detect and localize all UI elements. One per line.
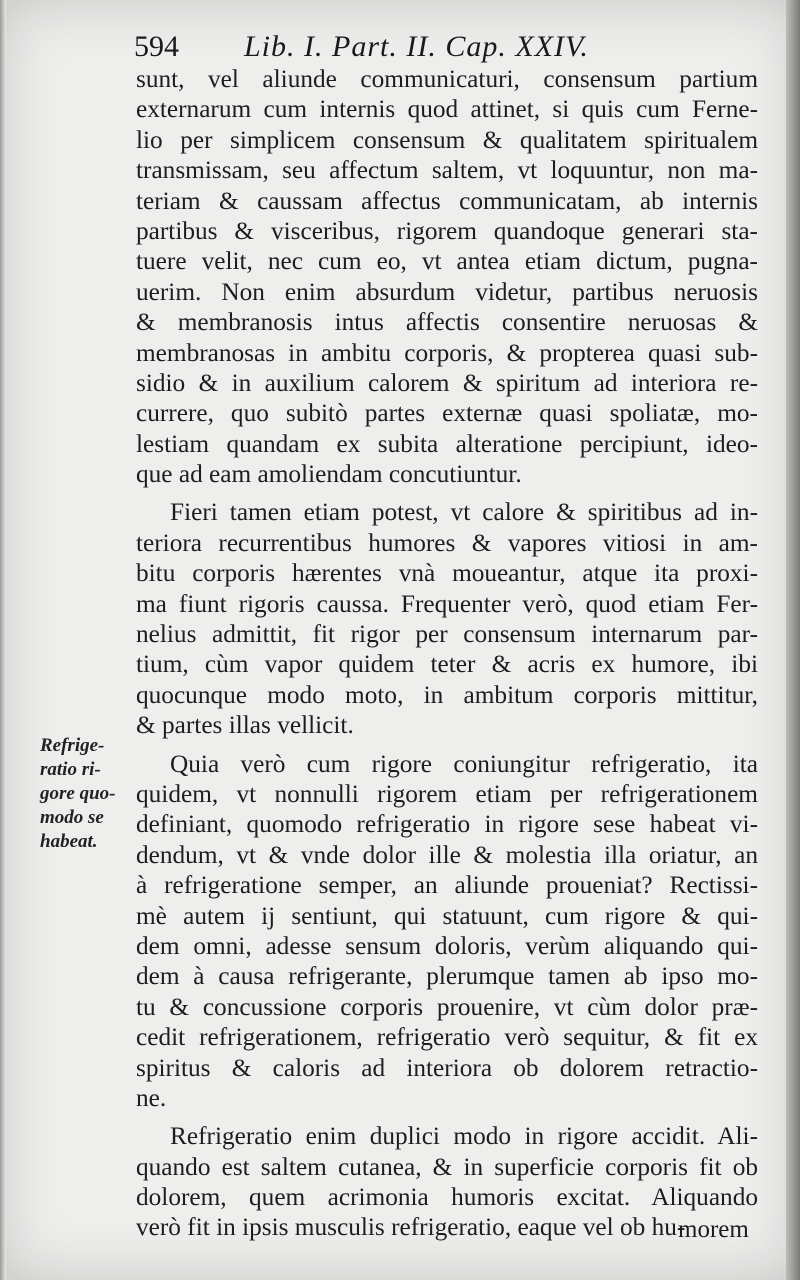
page-gutter-shadow xyxy=(0,0,6,1280)
text-line: ne. xyxy=(136,1083,167,1112)
paragraph xyxy=(136,1121,758,1243)
text-line: & partes illas vellicit. xyxy=(136,711,354,740)
text-line: definiant, quomodo refrigeratio in rigore sese habeat vi- xyxy=(136,810,758,839)
text-line: partibus & visceribus, rigorem quandoque generari sta- xyxy=(136,216,758,245)
marginal-note-line: modo se xyxy=(40,807,104,828)
text-line: teriora recurrentibus humores & vapores vitiosi in am- xyxy=(136,528,758,557)
running-title: Lib. I. Part. II. Cap. XXIV. xyxy=(244,30,589,63)
text-line: spiritus & caloris ad interiora ob dolorem retractio- xyxy=(136,1053,758,1082)
marginal-note-line: Refrige- xyxy=(40,735,105,756)
page-edge-shadow xyxy=(786,0,800,1280)
text-line: tium, cùm vapor quidem teter & acris ex humore, ibi xyxy=(136,650,758,679)
text-line: sidio & in auxilium calorem & spiritum ad interiora re- xyxy=(136,368,758,397)
marginal-note-line: gore quo- xyxy=(40,783,116,804)
text-line: sunt, vel aliunde communicaturi, consensum partium xyxy=(136,65,758,93)
text-line: & membranosis intus affectis consentire neruosas & xyxy=(136,308,758,337)
text-line: dolorem, quem acrimonia humoris excitat. Aliquando xyxy=(136,1183,758,1212)
paragraph-gap xyxy=(136,489,758,497)
text-line: bitu corporis hærentes vnà moueantur, atque ita proxi- xyxy=(136,559,758,588)
paragraph xyxy=(136,497,758,740)
text-line: que ad eam amoliendam concutiuntur. xyxy=(136,460,522,489)
text-line: nelius admittit, fit rigor per consensum internarum par- xyxy=(136,620,758,649)
marginal-note xyxy=(40,734,130,854)
text-line: externarum cum internis quod attinet, si quis cum Ferne- xyxy=(136,95,758,124)
text-line: Refrigeratio enim duplici modo in rigore accidit. Ali- xyxy=(170,1122,758,1151)
text-line: cedit refrigerationem, refrigeratio verò sequitur, & fit ex xyxy=(136,1023,758,1052)
text-line: dendum, vt & vnde dolor ille & molestia illa oriatur, an xyxy=(136,840,758,869)
text-line: lestiam quandam ex subita alteratione percipiunt, ideo- xyxy=(136,429,758,458)
text-line: à refrigeratione semper, an aliunde proueniat? Rectissi- xyxy=(136,871,758,900)
text-line: tu & concussione corporis prouenire, vt cùm dolor præ- xyxy=(136,992,758,1021)
text-line: quando est saltem cutanea, & in superficie corporis fit ob xyxy=(136,1152,758,1181)
main-text xyxy=(136,64,758,1243)
text-line: Quia verò cum rigore coniungitur refrigeratio, ita xyxy=(170,749,758,778)
text-line: membranosas in ambitu corporis, & propterea quasi sub- xyxy=(136,338,758,367)
text-line: quidem, vt nonnulli rigorem etiam per refrigerationem xyxy=(136,779,758,808)
text-line: quocunque modo moto, in ambitum corporis mittitur, xyxy=(136,680,758,709)
text-line: ma fiunt rigoris caussa. Frequenter verò, quod etiam Fer- xyxy=(136,589,758,618)
text-line: uerim. Non enim absurdum videtur, partibus neruosis xyxy=(136,277,758,306)
paragraph-gap xyxy=(136,741,758,749)
paragraph-gap xyxy=(136,1113,758,1121)
paragraph xyxy=(136,64,758,489)
marginal-note-line: ratio ri- xyxy=(40,759,101,780)
text-line: teriam & caussam affectus communicatam, ab internis xyxy=(136,186,758,215)
text-line: tuere velit, nec cum eo, vt antea etiam dictum, pugna- xyxy=(136,247,758,276)
page-number: 594 xyxy=(134,30,179,63)
text-line: dem à causa refrigerante, plerumque tamen ab ipso mo- xyxy=(136,962,758,991)
text-line: dem omni, adesse sensum doloris, verùm aliquando qui- xyxy=(136,931,758,960)
catchword: morem xyxy=(678,1216,749,1243)
text-line: currere, quo subitò partes externæ quasi spoliatæ, mo- xyxy=(136,399,758,428)
text-line: verò fit in ipsis musculis refrigeratio, eaque vel ob hu- xyxy=(136,1213,686,1242)
marginal-note-line: habeat. xyxy=(40,831,98,852)
paragraph xyxy=(136,749,758,1114)
text-line: Fieri tamen etiam potest, vt calore & spiritibus ad in- xyxy=(170,498,758,527)
text-line: transmissam, seu affectum saltem, vt loquuntur, non ma- xyxy=(136,156,758,185)
text-line: mè autem ij sentiunt, qui statuunt, cum rigore & qui- xyxy=(136,901,758,930)
text-line: lio per simplicem consensum & qualitatem spiritualem xyxy=(136,125,758,154)
